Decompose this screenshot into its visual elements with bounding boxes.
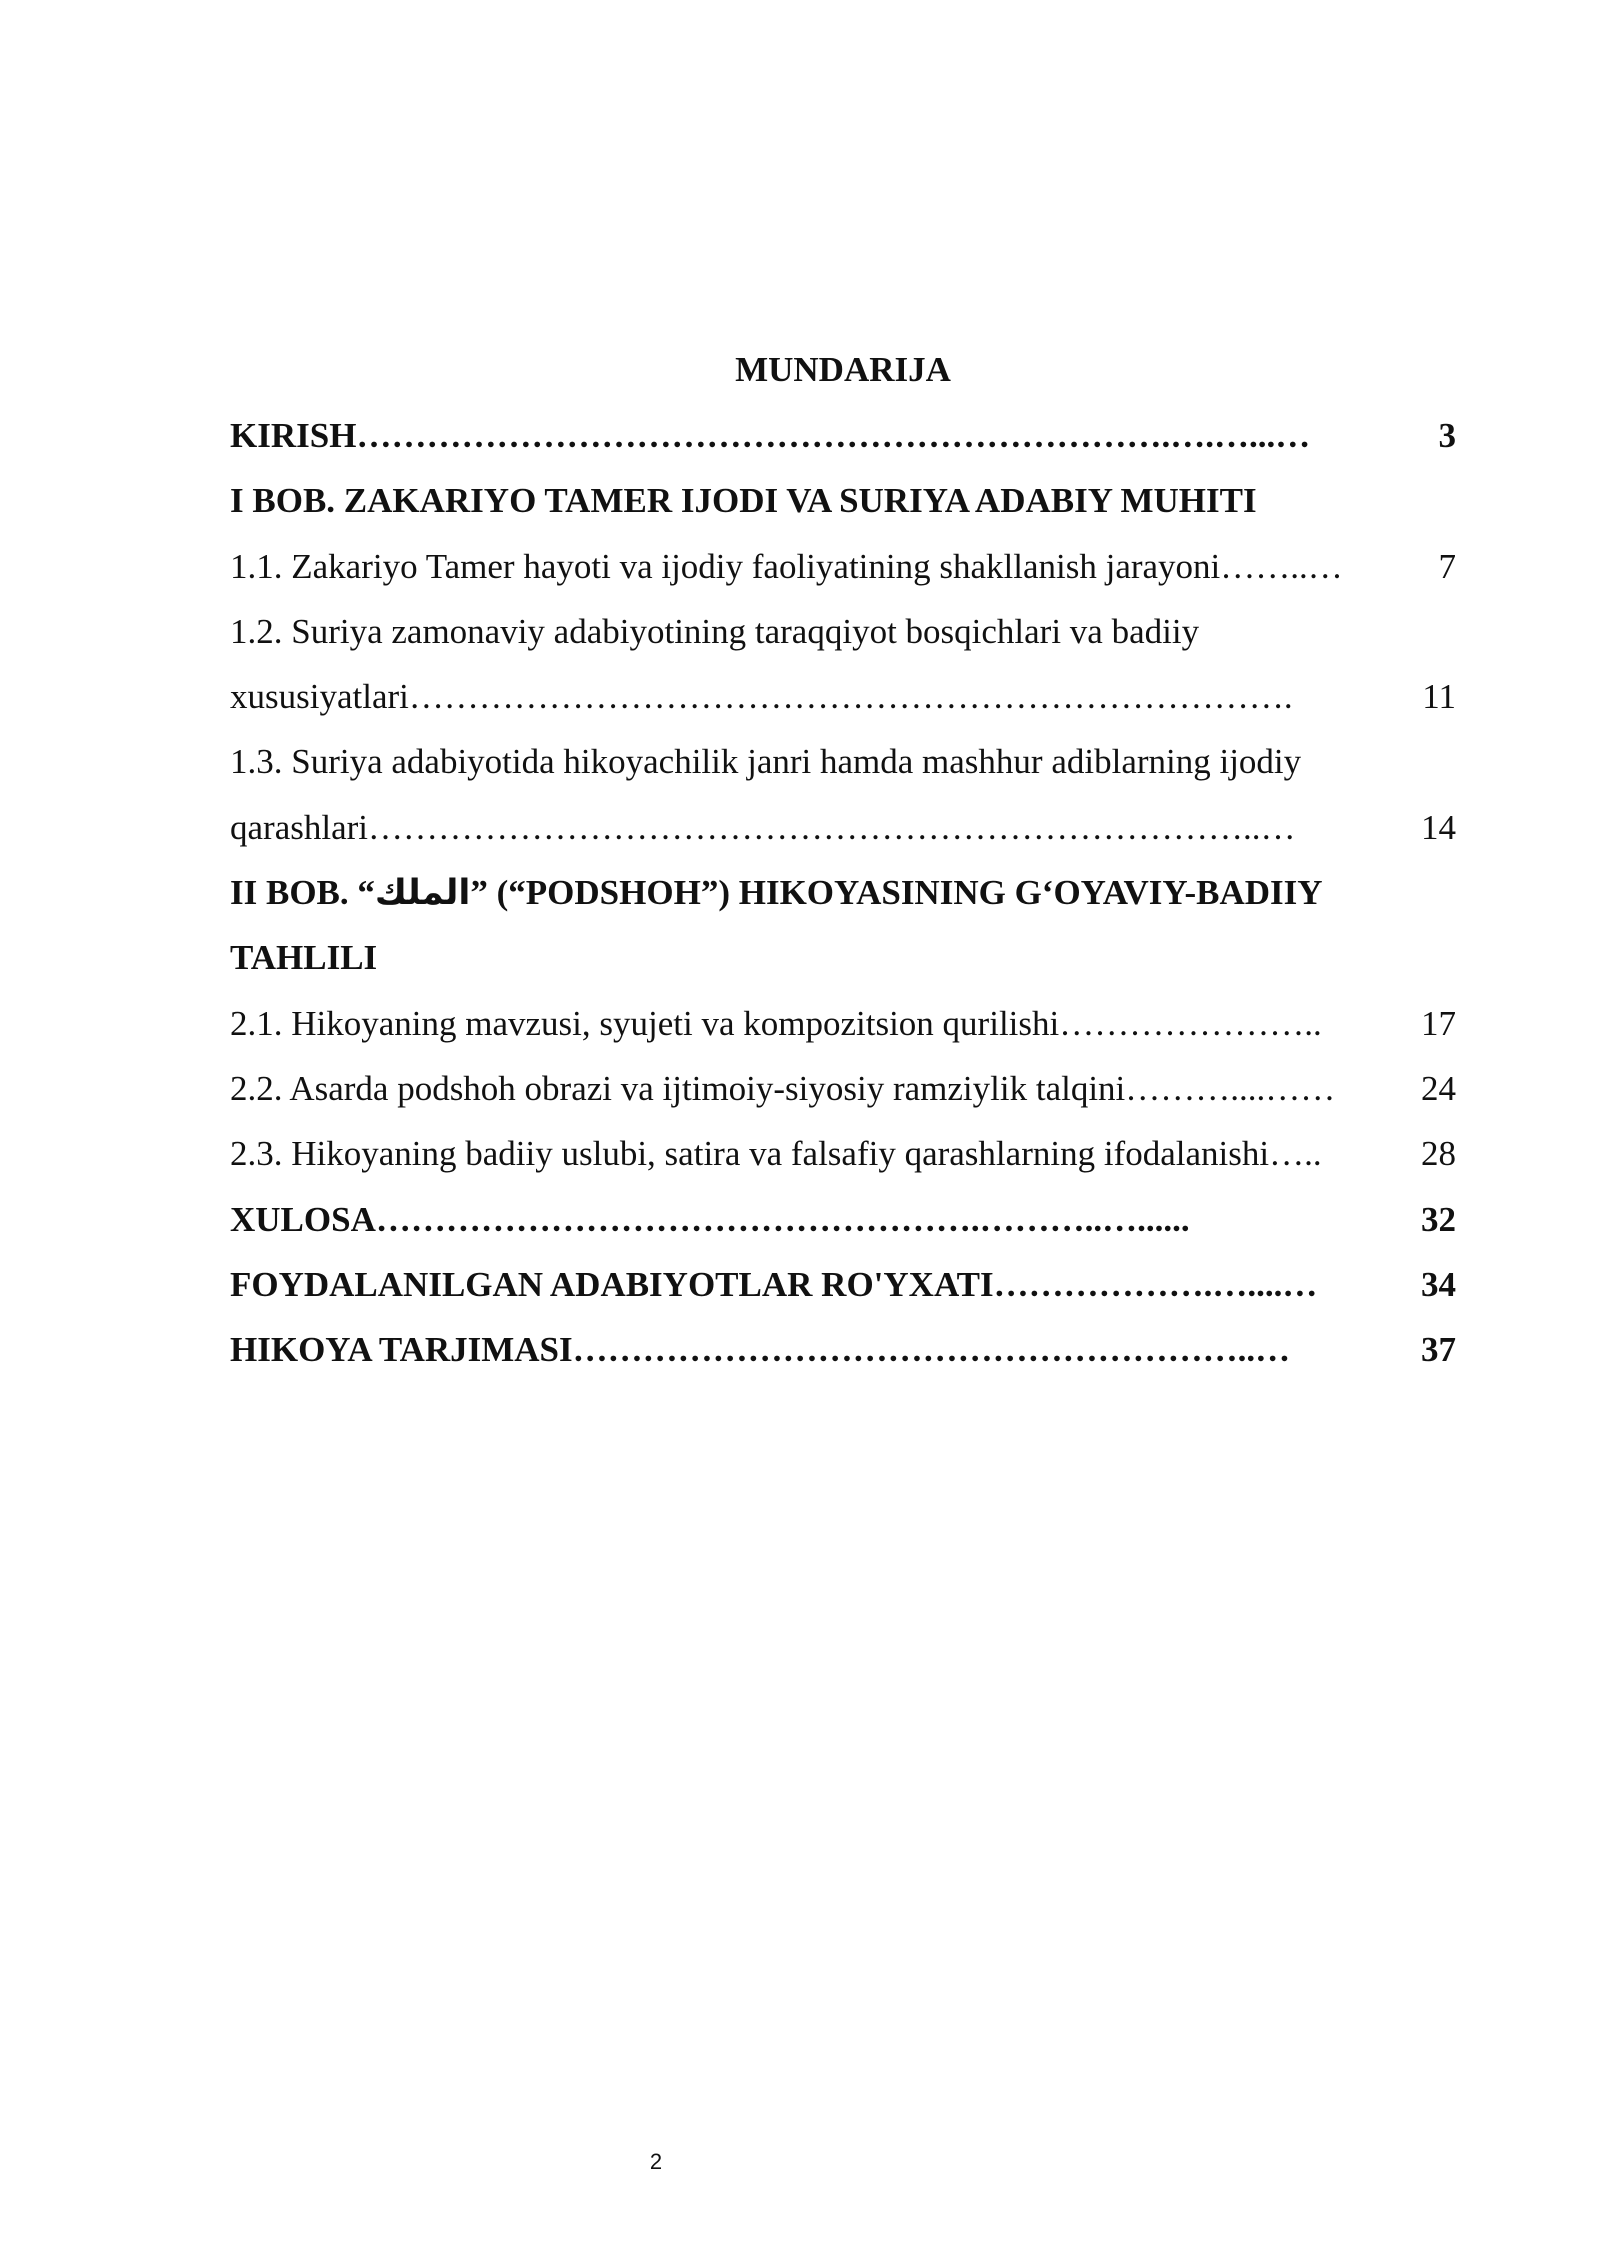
toc-entry-text: 1.2. Suriya zamonaviy adabiyotining taraqqiyot bosqichlari va badiiy <box>230 611 1200 651</box>
toc-chapter-arabic-title: الملك <box>374 873 471 914</box>
toc-leader: …………………………………………………………….….…...… <box>356 416 1311 455</box>
toc-leader: ……………….…....… <box>993 1264 1318 1304</box>
toc-page-number: 34 <box>1421 1264 1456 1304</box>
toc-entry-text: xususiyatlari <box>230 677 409 717</box>
toc-page-number: 14 <box>1421 807 1456 847</box>
toc-page-number: 28 <box>1421 1134 1456 1174</box>
toc-chapter-suffix: ” (“PODSHOH”) HIKOYASINING G‘OYAVIY-BADIIY <box>470 873 1323 913</box>
toc-page-number: 32 <box>1421 1199 1456 1239</box>
toc-leader: ………………….. <box>1059 1003 1322 1043</box>
toc-entry-text: HIKOYA TARJIMASI <box>230 1330 573 1370</box>
page-number: 2 <box>649 2149 663 2174</box>
toc-chapter-1 <box>230 479 1456 544</box>
toc-entry-text: 1.1. Zakariyo Tamer hayoti va ijodiy faoliyatining shakllanish jarayoni <box>230 546 1221 586</box>
toc-entry-text: FOYDALANILGAN ADABIYOTLAR RO'YXATI <box>230 1264 994 1304</box>
toc-entry-1-3-line2 <box>230 806 1456 871</box>
toc-entry-2-2 <box>230 1067 1456 1132</box>
toc-title: MUNDARIJA <box>735 350 951 389</box>
toc-chapter-2-line2 <box>230 936 1456 1001</box>
toc-entry-2-3 <box>230 1132 1456 1197</box>
toc-entry-text: KIRISH <box>230 416 357 455</box>
toc-leader: ……..… <box>1220 546 1343 586</box>
table-of-contents <box>230 414 1456 1393</box>
toc-entry-1-2-line1 <box>230 610 1456 675</box>
toc-leader: …………………………………………….………..…...... <box>375 1199 1190 1239</box>
toc-page-number: 3 <box>1438 416 1456 455</box>
toc-page-number: 37 <box>1421 1330 1456 1370</box>
toc-entry-text: qarashlari <box>230 807 368 847</box>
toc-entry-adabiyotlar <box>230 1263 1456 1328</box>
toc-entry-text: XULOSA <box>230 1199 376 1239</box>
toc-page-number: 11 <box>1422 677 1456 717</box>
toc-entry-1-3-line1 <box>230 740 1456 805</box>
toc-page-number: 7 <box>1438 546 1456 586</box>
toc-leader: …………………………………………………..… <box>572 1330 1291 1370</box>
toc-entry-text: 2.3. Hikoyaning badiiy uslubi, satira va falsafiy qarashlarning ifodalanishi <box>230 1134 1270 1174</box>
toc-leader: ………....…… <box>1125 1068 1336 1108</box>
toc-entry-tarjima <box>230 1328 1456 1393</box>
toc-entry-text: 2.2. Asarda podshoh obrazi va ijtimoiy-siyosiy ramziylik talqini <box>230 1068 1126 1108</box>
toc-entry-1-2-line2 <box>230 675 1456 740</box>
toc-leader: …………………………………………………………………..… <box>367 807 1296 847</box>
toc-entry-1-1 <box>230 545 1456 610</box>
toc-entry-text: 1.3. Suriya adabiyotida hikoyachilik janri hamda mashhur adiblarning ijodiy <box>230 742 1302 782</box>
toc-entry-kirish <box>230 414 1456 479</box>
toc-chapter-title: TAHLILI <box>230 938 378 978</box>
toc-page-number: 24 <box>1421 1068 1456 1108</box>
toc-leader: …………………………………………………………………. <box>408 677 1293 717</box>
toc-entry-2-1 <box>230 1002 1456 1067</box>
toc-chapter-title: I BOB. ZAKARIYO TAMER IJODI VA SURIYA ADABIY MUHITI <box>230 481 1257 521</box>
toc-leader: ….. <box>1269 1134 1322 1174</box>
toc-entry-xulosa <box>230 1198 1456 1263</box>
toc-chapter-2-line1 <box>230 871 1456 936</box>
toc-chapter-prefix: II BOB. “ <box>230 873 375 913</box>
toc-entry-text: 2.1. Hikoyaning mavzusi, syujeti va kompozitsion qurilishi <box>230 1003 1060 1043</box>
toc-page-number: 17 <box>1421 1003 1456 1043</box>
